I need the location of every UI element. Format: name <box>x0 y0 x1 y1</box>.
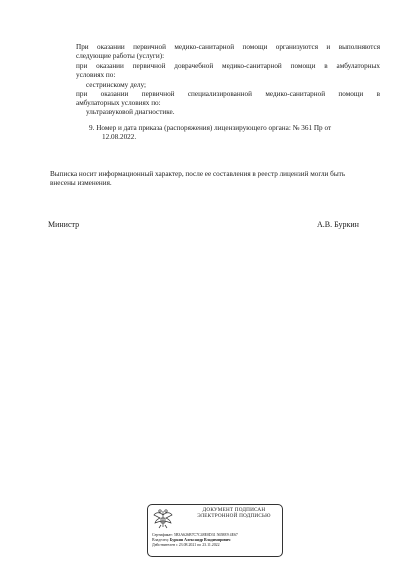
stamp-cert-label: Сертификат: <box>152 533 173 537</box>
stamp-valid-label: Действителен с <box>152 543 178 548</box>
stamp-cert-value: 5B3A626B7C7C48E0D31 5658E9 4E67 <box>173 533 238 537</box>
notice-line-2: внесены изменения. <box>50 179 112 187</box>
stamp-details <box>152 533 282 549</box>
notice-line-1: Выписка носит информационный характер, после ее составления в реестр лицензий могли быть <box>50 170 346 178</box>
intro-line-2: следующие работы (услуги): <box>76 52 165 60</box>
item1-line-2: условиях по: <box>76 71 116 79</box>
intro-line-1: При оказании первичной медико-санитарной помощи организуются и выполняются <box>76 43 380 51</box>
item2-line-2: амбулаторных условиях по: <box>76 99 161 107</box>
stamp-title <box>186 507 282 519</box>
point9-line-1: 9. Номер и дата приказа (распоряжения) лицензирующего органа: № 361 Пр от <box>89 124 332 132</box>
e-signature-stamp <box>147 504 283 557</box>
stamp-valid-row <box>152 543 282 548</box>
item2-line-1: при оказании первичной специализированной медико-санитарной помощи в <box>76 90 380 98</box>
signatory-name: А.В. Буркин <box>317 220 359 229</box>
item1-sub: сестринскому делу; <box>86 81 146 89</box>
stamp-title-line-1: ДОКУМЕНТ ПОДПИСАН <box>202 507 266 513</box>
signatory-position: Министр <box>48 220 80 229</box>
stamp-title-line-2: ЭЛЕКТРОННОЙ ПОДПИСЬЮ <box>197 513 271 519</box>
stamp-owner-value: Буркин Александр Владимирович <box>169 538 231 543</box>
point9-line-2: 12.08.2022. <box>102 133 137 141</box>
stamp-owner-label: Владелец: <box>152 538 169 543</box>
coat-of-arms-icon <box>152 508 174 530</box>
item1-line-1: при оказании первичной доврачебной медико-санитарной помощи в амбулаторных <box>76 62 380 70</box>
item2-sub: ультразвуковой диагностике. <box>86 108 175 116</box>
stamp-valid-value: 23.08.2021 по 23.11.2022 <box>178 543 220 548</box>
